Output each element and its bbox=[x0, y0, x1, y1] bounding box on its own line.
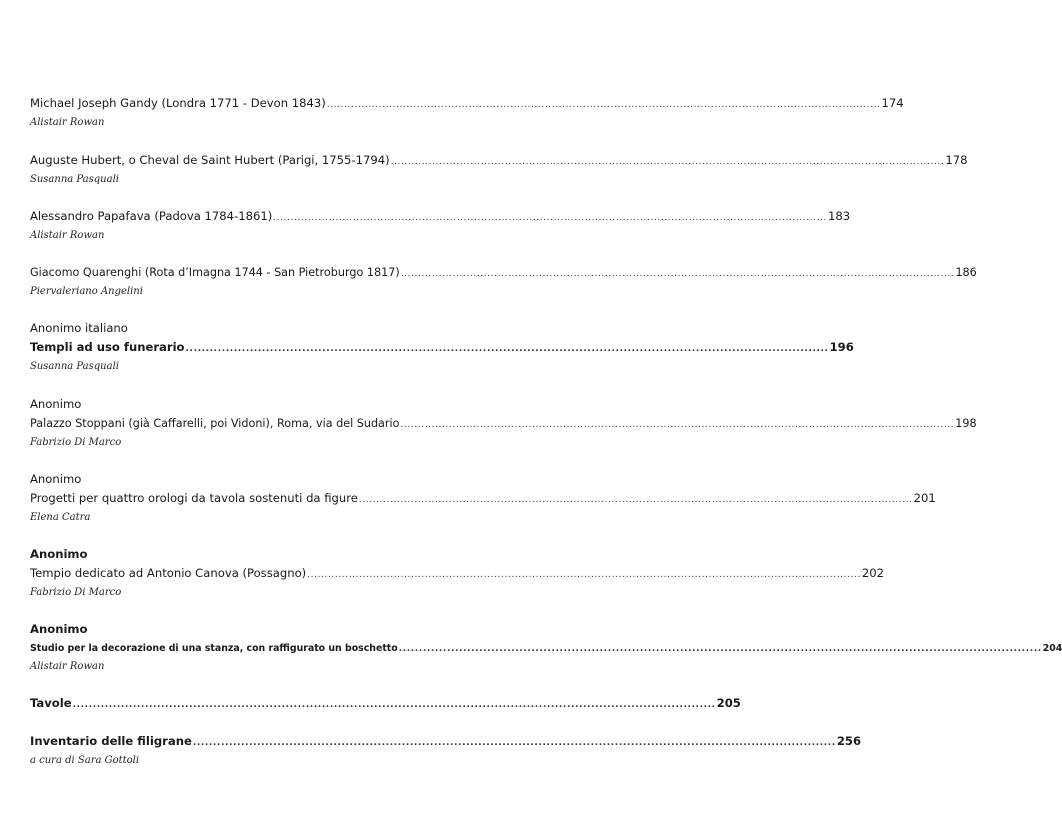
dot-leader bbox=[391, 153, 945, 172]
entry-title: Palazzo Stoppani (già Caffarelli, poi Vidoni), Roma, via del Sudario bbox=[30, 417, 400, 430]
toc-line bbox=[30, 564, 885, 585]
entry-heading: Anonimo italiano bbox=[30, 321, 128, 335]
dot-leader bbox=[400, 416, 954, 435]
entry-author: Fabrizio Di Marco bbox=[30, 437, 122, 448]
page-number: 186 bbox=[955, 266, 977, 279]
dot-leader bbox=[359, 491, 913, 510]
toc-entry bbox=[30, 207, 851, 244]
toc-line bbox=[30, 338, 854, 359]
page-number: 178 bbox=[945, 153, 968, 167]
toc-entry bbox=[30, 732, 862, 769]
entry-author: Susanna Pasquali bbox=[30, 361, 119, 372]
toc-line bbox=[30, 263, 977, 284]
dot-leader bbox=[73, 696, 716, 715]
page-number: 205 bbox=[716, 696, 741, 710]
entry-title: Tempio dedicato ad Antonio Canova (Possagno) bbox=[30, 566, 307, 580]
entry-author: a cura di Sara Gottoli bbox=[30, 755, 140, 766]
entry-title: Progetti per quattro orologi da tavola sostenuti da figure bbox=[30, 491, 358, 505]
toc-entry bbox=[30, 319, 854, 375]
toc-line bbox=[30, 414, 977, 435]
entry-title: Templi ad uso funerario bbox=[30, 340, 185, 354]
page-number: 183 bbox=[828, 209, 851, 223]
entry-author: Susanna Pasquali bbox=[30, 174, 119, 185]
page-number: 174 bbox=[881, 96, 904, 110]
entry-author: Alistair Rowan bbox=[30, 230, 105, 241]
entry-heading: Anonimo bbox=[30, 397, 82, 411]
toc-entry bbox=[30, 263, 977, 300]
entry-title: Inventario delle filigrane bbox=[30, 734, 192, 748]
entry-title: Tavole bbox=[30, 696, 72, 710]
entry-author: Elena Catra bbox=[30, 512, 91, 523]
page-number: 198 bbox=[955, 417, 977, 430]
toc-line bbox=[30, 489, 936, 510]
dot-leader bbox=[273, 209, 827, 228]
page-number: 256 bbox=[836, 734, 862, 748]
toc-line bbox=[30, 732, 862, 753]
entry-author: Fabrizio Di Marco bbox=[30, 587, 122, 598]
toc-line bbox=[30, 94, 904, 115]
page-number: 201 bbox=[913, 491, 936, 505]
page-number: 196 bbox=[829, 340, 854, 354]
toc-entry bbox=[30, 470, 936, 526]
toc-line bbox=[30, 639, 1062, 659]
dot-leader bbox=[401, 265, 955, 284]
toc-entry bbox=[30, 151, 968, 188]
toc-line bbox=[30, 207, 851, 228]
entry-heading: Anonimo bbox=[30, 622, 88, 636]
entry-author: Alistair Rowan bbox=[30, 117, 105, 128]
toc-line bbox=[30, 151, 968, 172]
entry-title: Studio per la decorazione di una stanza, con raffigurato un boschetto bbox=[30, 643, 398, 654]
toc-entry bbox=[30, 545, 885, 601]
toc-entry bbox=[30, 395, 977, 451]
page-number: 202 bbox=[861, 566, 885, 580]
dot-leader bbox=[327, 96, 881, 115]
toc-line bbox=[30, 694, 741, 715]
entry-title: Alessandro Papafava (Padova 1784-1861) bbox=[30, 209, 273, 223]
entry-title: Auguste Hubert, o Cheval de Saint Hubert (Parigi, 1755-1794) bbox=[30, 153, 390, 167]
entry-author: Alistair Rowan bbox=[30, 661, 105, 672]
page-number: 204 bbox=[1042, 643, 1062, 654]
toc-entry bbox=[30, 694, 741, 715]
dot-leader bbox=[399, 640, 1042, 659]
dot-leader bbox=[186, 340, 829, 359]
dot-leader bbox=[307, 566, 861, 585]
dot-leader bbox=[193, 734, 836, 753]
entry-title: Giacomo Quarenghi (Rota d’Imagna 1744 - San Pietroburgo 1817) bbox=[30, 266, 400, 279]
entry-heading: Anonimo bbox=[30, 547, 88, 561]
entry-author: Piervaleriano Angelini bbox=[30, 286, 143, 297]
toc-entry bbox=[30, 620, 1062, 675]
entry-heading: Anonimo bbox=[30, 472, 82, 486]
entry-title: Michael Joseph Gandy (Londra 1771 - Devon 1843) bbox=[30, 96, 326, 110]
toc-entry bbox=[30, 94, 904, 131]
